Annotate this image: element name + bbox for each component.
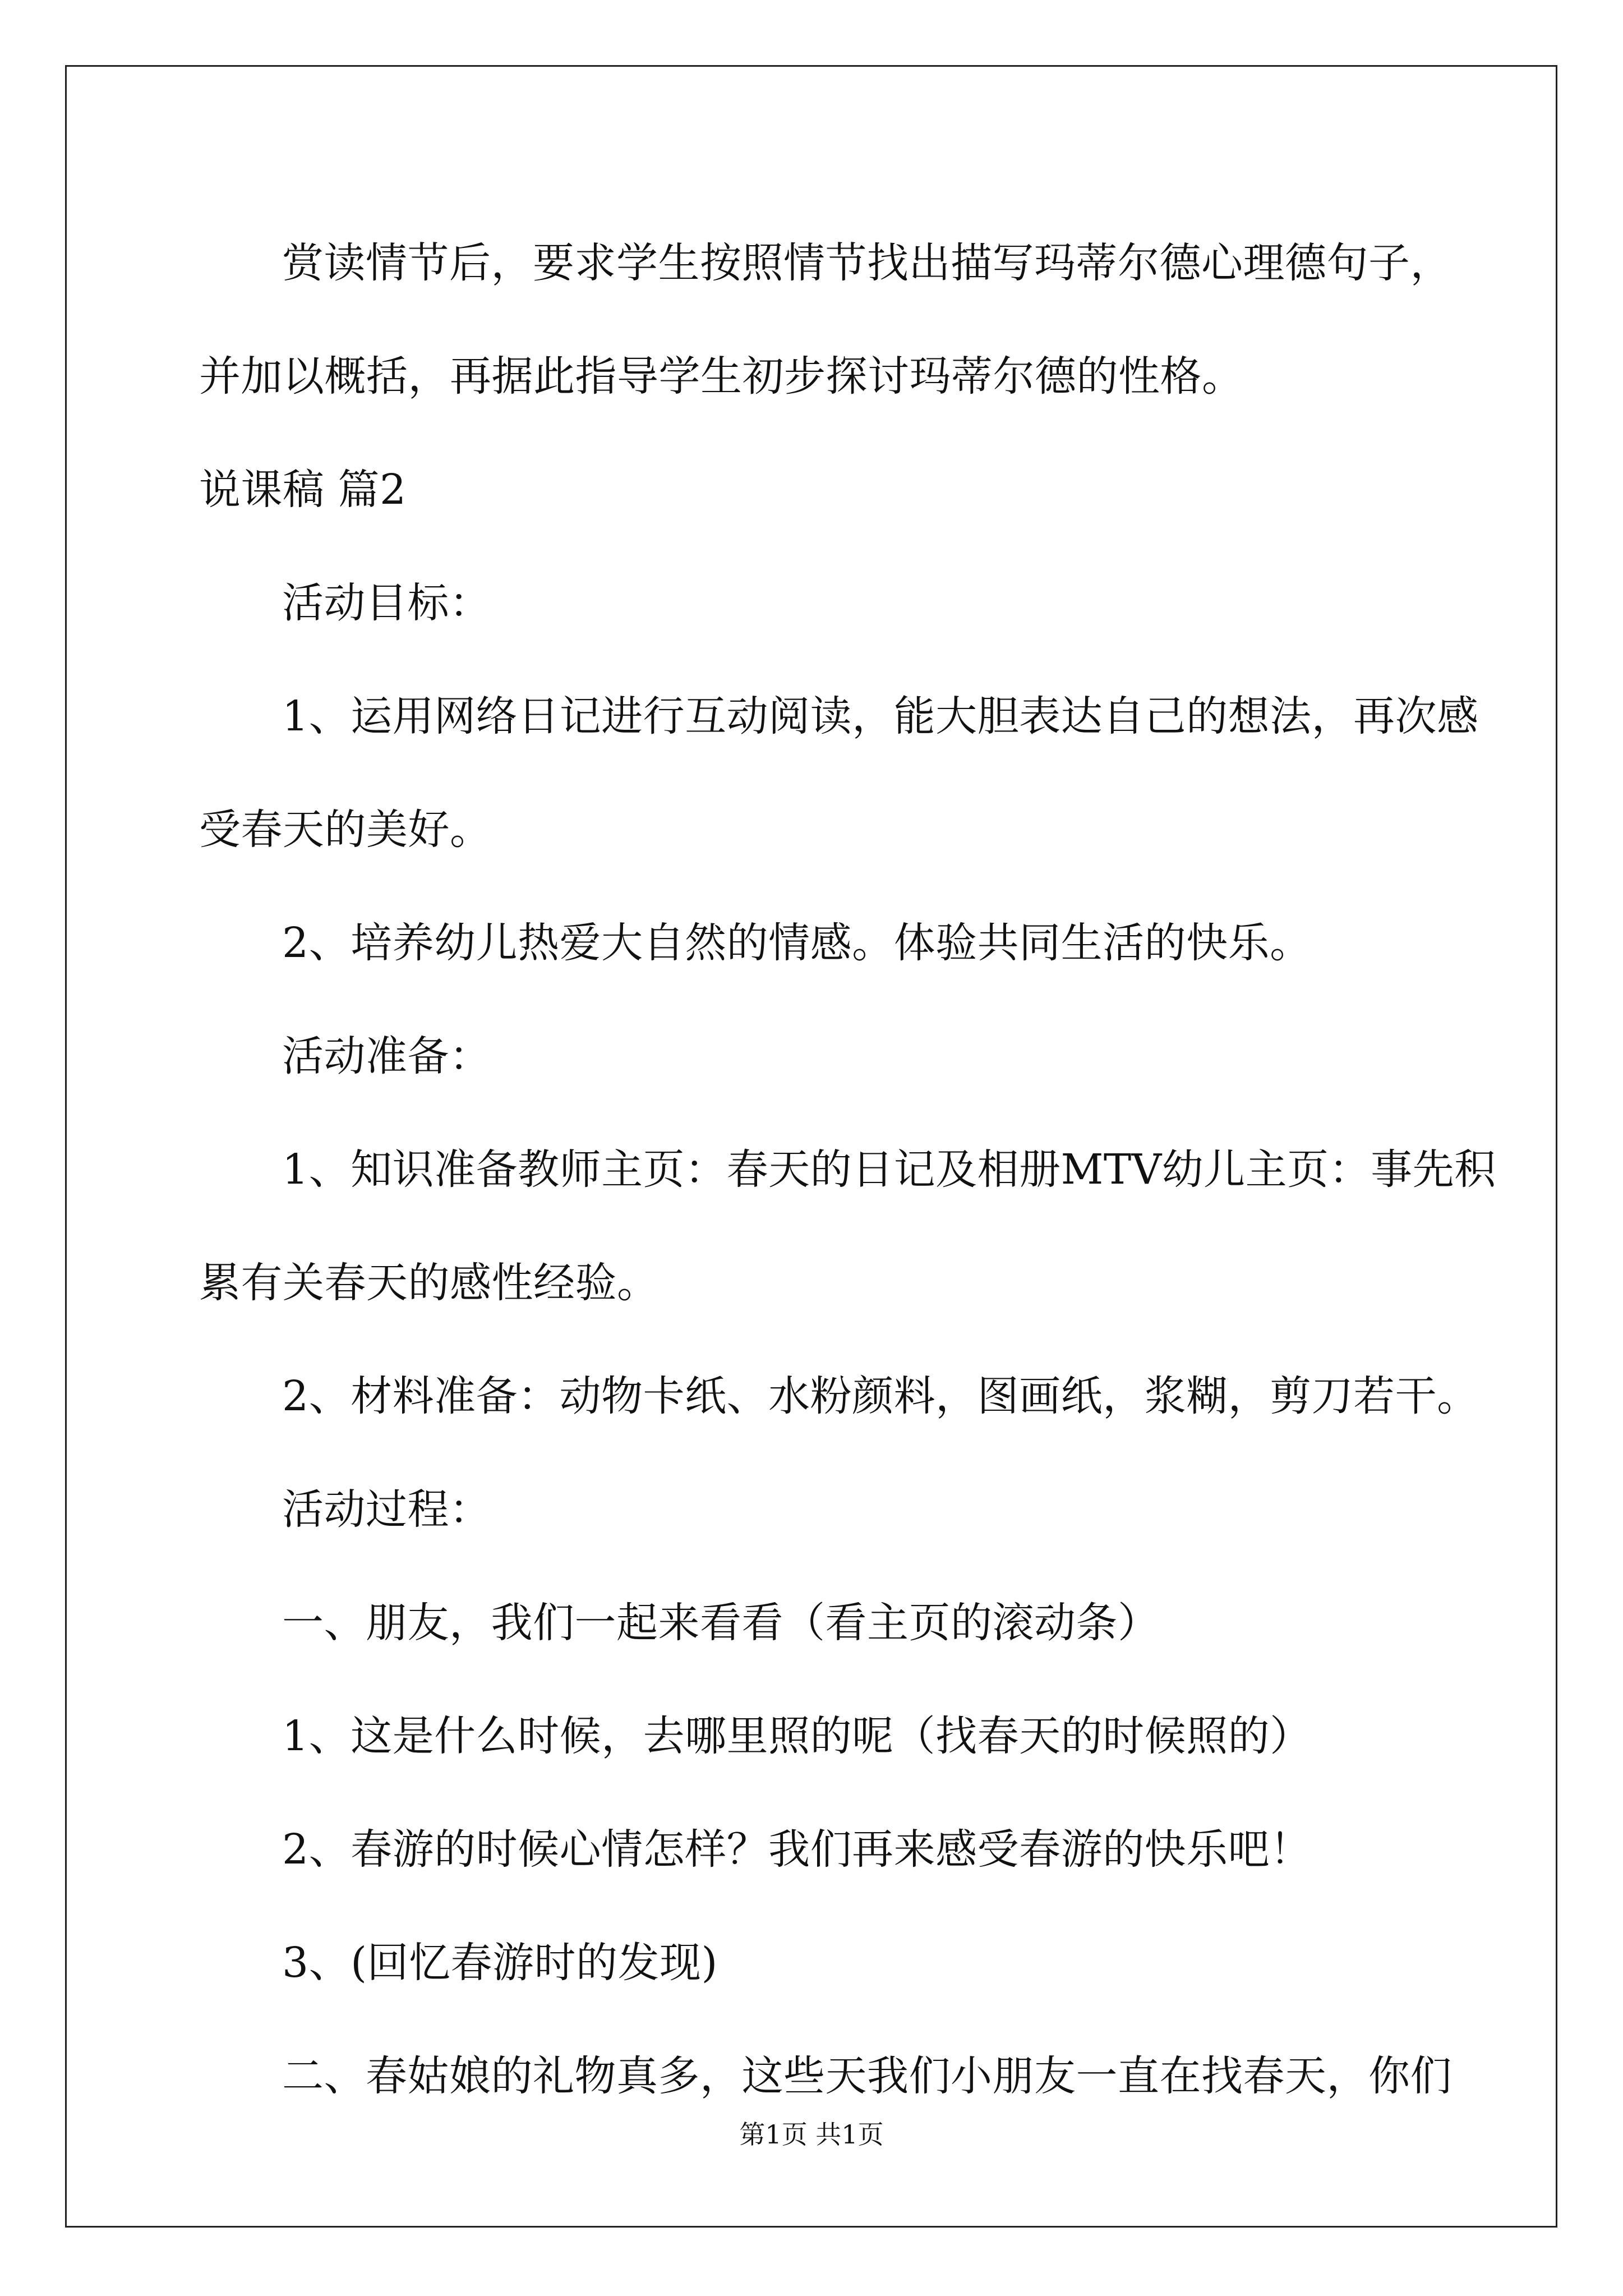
paragraph: 2、材料准备：动物卡纸、水粉颜料，图画纸，浆糊，剪刀若干。 xyxy=(282,1372,1479,1420)
paragraph: 1、运用网络日记进行互动阅读，能大胆表达自己的想法，再次感 xyxy=(282,692,1479,740)
paragraph: 活动目标： xyxy=(282,579,491,627)
document-body xyxy=(199,206,1496,2133)
paragraph: 3、(回忆春游时的发现) xyxy=(282,1939,718,1987)
paragraph: 并加以概括，再据此指导学生初步探讨玛蒂尔德的性格。 xyxy=(199,352,1244,401)
paragraph: 1、知识准备教师主页：春天的日记及相册MTV幼儿主页：事先积 xyxy=(282,1145,1496,1194)
paragraph: 活动准备： xyxy=(282,1032,491,1080)
paragraph: 一、朋友，我们一起来看看（看主页的滚动条） xyxy=(282,1599,1160,1647)
page-footer: 第1页 共1页 xyxy=(739,2119,884,2150)
paragraph: 二、春姑娘的礼物真多，这些天我们小朋友一直在找春天，你们 xyxy=(282,2052,1452,2100)
paragraph: 赏读情节后，要求学生按照情节找出描写玛蒂尔德心理德句子， xyxy=(282,239,1452,287)
paragraph: 受春天的美好。 xyxy=(199,806,492,854)
paragraph: 1、这是什么时候，去哪里照的呢（找春天的时候照的） xyxy=(282,1712,1312,1760)
paragraph: 累有关春天的感性经验。 xyxy=(199,1259,659,1307)
paragraph: 2、春游的时候心情怎样？我们再来感受春游的快乐吧！ xyxy=(282,1825,1312,1874)
paragraph: 活动过程： xyxy=(282,1485,491,1534)
paragraph: 2、培养幼儿热爱大自然的情感。体验共同生活的快乐。 xyxy=(282,919,1312,967)
section-heading: 说课稿 篇2 xyxy=(199,466,407,514)
